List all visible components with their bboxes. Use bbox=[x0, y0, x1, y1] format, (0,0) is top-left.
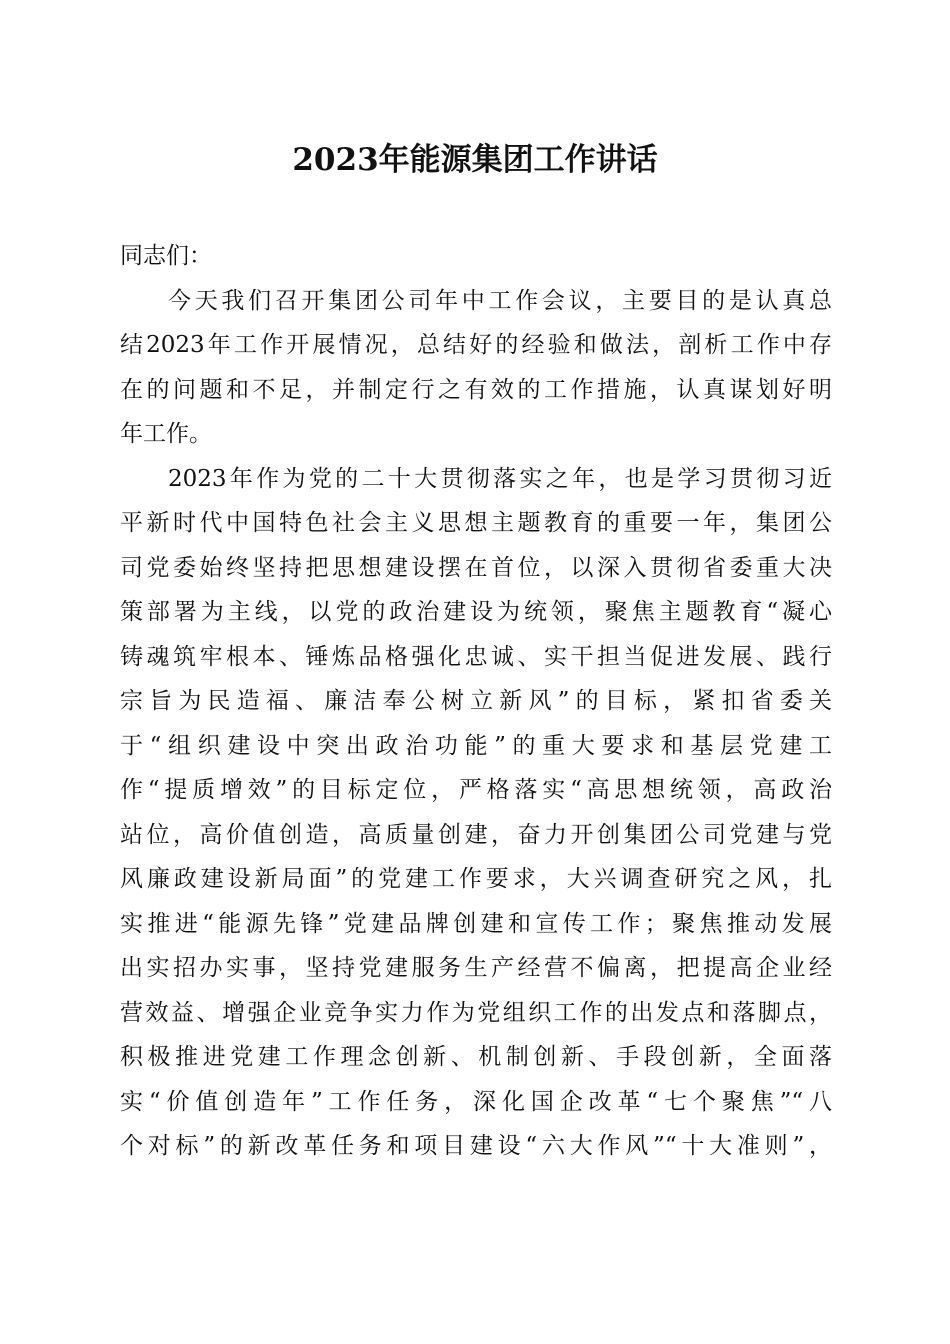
paragraph-line: 结2023年工作开展情况，总结好的经验和做法，剖析工作中存 bbox=[120, 332, 832, 358]
paragraph-line: 在的问题和不足，并制定行之有效的工作措施，认真谋划好明 bbox=[120, 376, 832, 403]
document-title: 2023年能源集团工作讲话 bbox=[292, 142, 658, 178]
paragraph-line: 个对标”的新改革任务和项目建设“六大作风”“十大准则”， bbox=[120, 1133, 832, 1159]
document-body bbox=[120, 234, 832, 1169]
paragraph-1 bbox=[120, 279, 832, 457]
paragraph-line: 于“组织建设中突出政治功能”的重大要求和基层党建工 bbox=[120, 732, 832, 759]
paragraph-line: 平新时代中国特色社会主义思想主题教育的重要一年，集团公 bbox=[120, 510, 832, 536]
paragraph-line: 宗旨为民造福、廉洁奉公树立新风”的目标，紧扣省委关 bbox=[120, 688, 832, 714]
paragraph-line: 风廉政建设新局面”的党建工作要求，大兴调查研究之风，扎 bbox=[120, 866, 832, 892]
salutation: 同志们： bbox=[120, 243, 212, 269]
paragraph-line: 营效益、增强企业竞争实力作为党组织工作的出发点和落脚点， bbox=[120, 999, 832, 1026]
paragraph-line: 今天我们召开集团公司年中工作会议，主要目的是认真总 bbox=[168, 287, 832, 314]
paragraph-line: 司党委始终坚持把思想建设摆在首位，以深入贯彻省委重大决 bbox=[120, 554, 832, 581]
paragraph-line: 2023年作为党的二十大贯彻落实之年，也是学习贯彻习近 bbox=[168, 465, 832, 492]
paragraph-line: 实“价值创造年”工作任务，深化国企改革“七个聚焦”“八 bbox=[120, 1088, 832, 1115]
paragraph-2 bbox=[120, 457, 832, 1169]
paragraph-line: 策部署为主线，以党的政治建设为统领，聚焦主题教育“凝心 bbox=[120, 599, 832, 625]
paragraph-line: 出实招办实事，坚持党建服务生产经营不偏离，把提高企业经 bbox=[120, 955, 832, 981]
paragraph-line: 实推进“能源先锋”党建品牌创建和宣传工作；聚焦推动发展 bbox=[120, 910, 832, 937]
paragraph-line: 年工作。 bbox=[120, 421, 212, 447]
paragraph-line: 站位，高价值创造，高质量创建，奋力开创集团公司党建与党 bbox=[120, 821, 832, 848]
paragraph-line: 铸魂筑牢根本、锤炼品格强化忠诚、实干担当促进发展、践行 bbox=[120, 643, 832, 670]
paragraph-line: 积极推进党建工作理念创新、机制创新、手段创新，全面落 bbox=[120, 1044, 832, 1070]
paragraph-line: 作“提质增效”的目标定位，严格落实“高思想统领，高政治 bbox=[120, 777, 832, 803]
